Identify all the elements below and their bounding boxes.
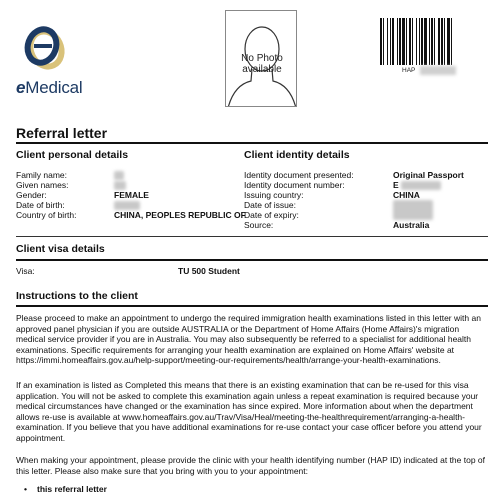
bullet-icon: • (24, 484, 27, 494)
given-names-label: Given names: (16, 180, 69, 190)
family-name-redacted (114, 171, 124, 180)
barcode-bar (447, 18, 450, 65)
bullet-item-referral-letter: • this referral letter (24, 484, 107, 494)
instructions-paragraph-2: If an examination is listed as Completed this means that there is an existing examination that can be re-used for this visa application. You will not be asked to complete this examination again unless a repeat examination is required because your medical circumstances have changed or the examination has since expired. More information about when the department allows re-use is available at www.homeaffairs.gov.au/Trav/Visa/Heal/meeting-the-healthrequirement/arranging-a-health-examination. If you believe that you have additional examinations for re-use contact your case officer before you attend your appointment. (16, 380, 482, 443)
family-name-label: Family name: (16, 170, 68, 180)
photo-placeholder-text: No Photo available (241, 53, 283, 75)
barcode-bar (397, 18, 398, 65)
id-number-value: E (393, 180, 399, 190)
barcode-bar (412, 18, 413, 65)
date-of-issue-label: Date of issue: (244, 200, 296, 210)
barcode-bar (402, 18, 405, 65)
visa-label: Visa: (16, 266, 35, 276)
visa-divider (16, 236, 488, 237)
personal-details-heading: Client personal details (16, 149, 129, 161)
country-of-birth-value: CHINA, PEOPLES REPUBLIC OF (114, 210, 246, 220)
source-label: Source: (244, 220, 274, 230)
source-value: Australia (393, 220, 430, 230)
issuing-country-label: Issuing country: (244, 190, 304, 200)
barcode-bar (399, 18, 401, 65)
barcode-bar (421, 18, 423, 65)
barcode-bar (387, 18, 388, 65)
id-presented-label: Identity document presented: (244, 170, 354, 180)
id-dates-redacted (393, 200, 433, 220)
barcode-bar (429, 18, 430, 65)
issuing-country-value: CHINA (393, 190, 420, 200)
barcode-bar (438, 18, 440, 65)
barcode-bar (441, 18, 443, 65)
gender-label: Gender: (16, 190, 47, 200)
instructions-heading-underline (16, 305, 488, 307)
barcode-bar (392, 18, 394, 65)
barcode-bar (390, 18, 391, 65)
barcode-bar (380, 18, 382, 65)
barcode-bar (431, 18, 433, 65)
identity-details-heading: Client identity details (244, 149, 350, 161)
barcode-bar (424, 18, 427, 65)
logo-wordmark: eMedical (16, 78, 83, 97)
gender-value: FEMALE (114, 190, 149, 200)
visa-details-heading: Client visa details (16, 243, 105, 255)
barcode-bar (451, 18, 452, 65)
barcode-bar (434, 18, 435, 65)
title-divider (16, 142, 488, 144)
emedical-logo-mark (22, 22, 66, 74)
visa-value: TU 500 Student (178, 266, 240, 276)
barcode-bar (416, 18, 417, 65)
emedical-logo (16, 22, 100, 102)
country-of-birth-label: Country of birth: (16, 210, 77, 220)
date-of-expiry-label: Date of expiry: (244, 210, 299, 220)
hap-id-barcode (379, 18, 482, 65)
barcode-bar (419, 18, 420, 65)
instructions-heading: Instructions to the client (16, 290, 138, 302)
hap-id-label: HAP (402, 67, 416, 74)
barcode-bar (409, 18, 411, 65)
id-presented-value: Original Passport (393, 170, 464, 180)
given-names-redacted (114, 181, 126, 190)
dob-label: Date of birth: (16, 200, 65, 210)
hap-id-redacted (420, 66, 456, 75)
dob-redacted (114, 201, 140, 210)
instructions-paragraph-1: Please proceed to make an appointment to undergo the required immigration health examinations listed in this letter with an approved panel physician if you are outside AUSTRALIA or the Department of Home Affairs (Home Affairs)'s migration medical service provider if you are in Australia. You may also subsequently be referred to a specialist for additional health examinations. Specific requirements for arranging your health examination are explained on Home Affairs' website at https://immi.homeaffairs.gov.au/help-support/meeting-our-requirements/health/arrange-your-health-examinations. (16, 313, 481, 366)
instructions-paragraph-3: When making your appointment, please provide the clinic with your health identifying number (HAP ID) indicated at the top of this letter. Please also make sure that you bring with you to your appointment: (16, 455, 486, 476)
client-photo-placeholder (225, 10, 297, 107)
id-number-redacted (401, 181, 441, 190)
page-title: Referral letter (16, 125, 108, 141)
barcode-bar (383, 18, 384, 65)
barcode-bar (444, 18, 445, 65)
id-number-label: Identity document number: (244, 180, 345, 190)
visa-heading-underline (16, 259, 488, 261)
barcode-bar (406, 18, 407, 65)
